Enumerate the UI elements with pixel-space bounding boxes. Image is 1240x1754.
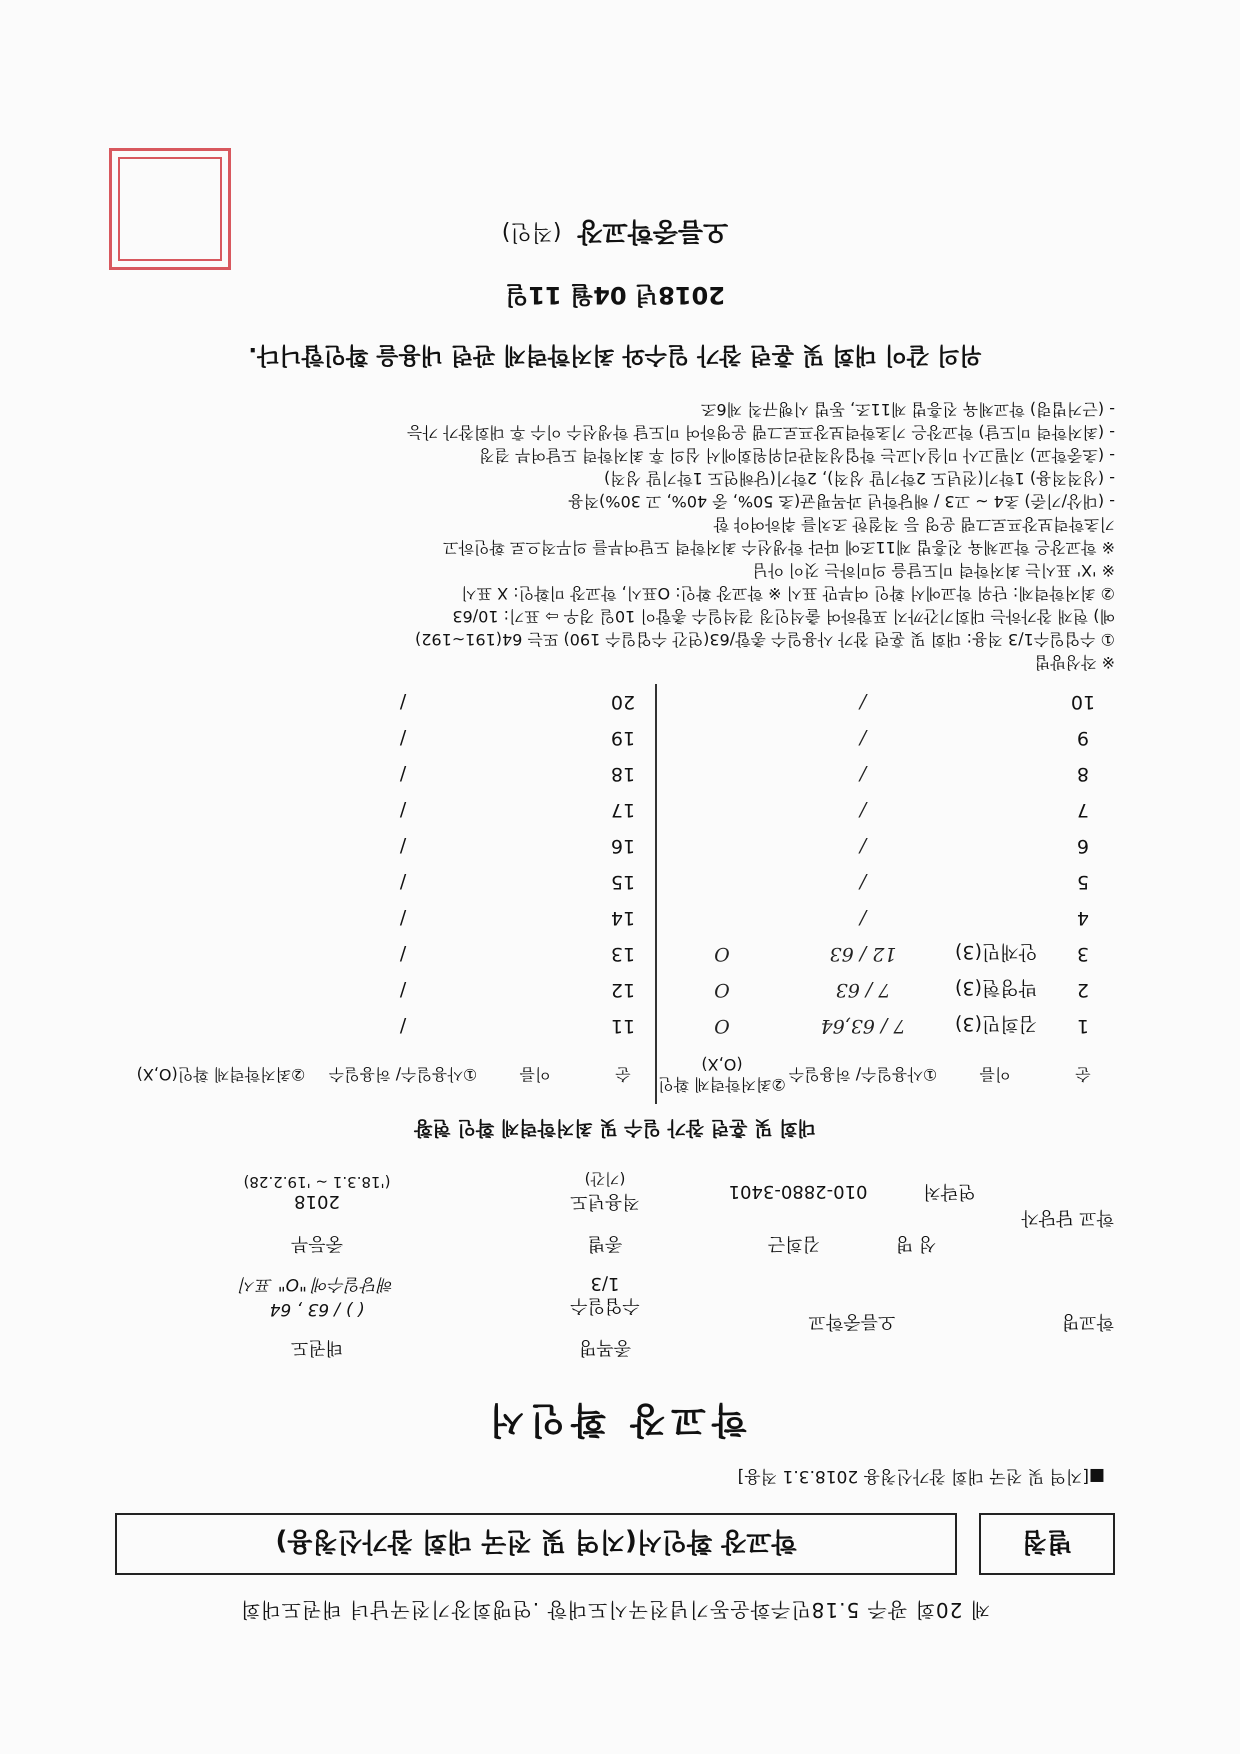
allowed-days: 63,64: [820, 1015, 875, 1037]
col-days: ①사용일수/ 허용일수: [788, 1065, 938, 1084]
row-number-2: 17: [610, 799, 636, 821]
event-value: 태권도: [290, 1337, 344, 1358]
participation-row: [115, 828, 1115, 864]
row-number: 8: [1076, 763, 1090, 785]
allowed-days: 63: [835, 979, 860, 1001]
row-number-2: 15: [610, 871, 636, 893]
student-name-2: [479, 828, 591, 864]
slash: /: [853, 943, 873, 965]
participation-row: [115, 900, 1115, 936]
days-cell: [787, 936, 939, 972]
min-check-2: [115, 900, 327, 936]
note-line: ② 최저학력제: 단위 학교에서 확인 여부만 표시 ※ 학교장 확인: O표시, 학교장 미확인: X 표시: [461, 584, 1115, 603]
min-check: [656, 828, 787, 864]
days-cell: [787, 756, 939, 792]
student-name: [939, 828, 1051, 864]
participation-table-title: 대회 및 훈련 참가 일수 및 최저학력제 확인 현황: [414, 1117, 816, 1139]
days-cell: [787, 900, 939, 936]
row-number: 6: [1076, 835, 1090, 857]
student-name: 안재민(3): [955, 941, 1037, 964]
min-check-2: [115, 972, 327, 1008]
competition-title: 제 20회 광주 5.18민주화운동기념전국시도대항 .연맹회장기전국남녀 태권도대회: [239, 1598, 991, 1622]
min-check-2: [115, 936, 327, 972]
class-days-value: [115, 1271, 519, 1323]
row-number-2: 19: [610, 727, 636, 749]
student-name-2: [479, 792, 591, 828]
min-check-2: [115, 828, 327, 864]
days-cell: [787, 684, 939, 720]
slash: /: [859, 691, 867, 713]
slash: /: [859, 727, 867, 749]
min-check-2: [115, 756, 327, 792]
student-name-2: [479, 972, 591, 1008]
school-name-label: 학교명: [1061, 1311, 1114, 1332]
form-label-box: 별첨: [979, 1513, 1115, 1575]
note-line: 기초학력보장프로그램 운영 등 적절한 조치를 취하여야 함: [713, 515, 1115, 534]
min-check-2: [115, 864, 327, 900]
row-number: 3: [1076, 943, 1090, 965]
period-value: ('18.3.1 ~ '19.2.28): [243, 1173, 391, 1192]
min-check: [656, 792, 787, 828]
student-name-2: [479, 684, 591, 720]
days-cell: [787, 828, 939, 864]
student-name-2: [479, 900, 591, 936]
student-name: [939, 756, 1051, 792]
days-cell-2: /: [399, 727, 407, 749]
min-check-2: [115, 792, 327, 828]
contact-label: 연락처: [923, 1181, 976, 1202]
days-cell-2: /: [399, 799, 407, 821]
used-days: 7: [878, 979, 891, 1001]
school-info-table: [115, 1167, 1115, 1375]
col-min: ②최저학력제 확인(O,X): [656, 1044, 787, 1104]
name-value: 김희근: [767, 1233, 820, 1254]
slash: /: [859, 907, 867, 929]
days-cell-2: /: [399, 871, 407, 893]
student-name-2: [479, 936, 591, 972]
student-name-2: [479, 1008, 591, 1044]
participation-row: [115, 972, 1115, 1008]
row-number: 7: [1076, 799, 1090, 821]
participation-row: [115, 684, 1115, 720]
min-check-2: [115, 1008, 327, 1044]
period-label: (기간): [584, 1170, 626, 1189]
participation-header-row: [115, 1044, 1115, 1104]
class-days-note: 해당일수에 "O" 표시: [239, 1274, 395, 1295]
note-line: ※ 'X' 표시는 최저학력 미도달을 의미하는 것이 아님: [752, 561, 1115, 580]
participation-row: [115, 1008, 1115, 1044]
col-name: 이름: [979, 1065, 1011, 1084]
row-number-2: 16: [610, 835, 636, 857]
days-cell: [787, 972, 939, 1008]
class-days-ratio: 1/3: [590, 1273, 620, 1295]
student-name: 박영현(3): [955, 977, 1037, 1000]
min-check: [656, 720, 787, 756]
event-label: 종목명: [578, 1337, 632, 1358]
contact-value: 010-2880-3401: [728, 1181, 868, 1202]
days-cell: [787, 720, 939, 756]
allowed-days: 63: [829, 943, 854, 965]
student-name: [939, 864, 1051, 900]
col-no-2: 순: [615, 1065, 631, 1084]
slash: /: [859, 763, 867, 785]
form-title-box: 학교장 확인서(지역 및 전국 대회 참가신청용): [115, 1513, 957, 1575]
criteria-line: ■[지역 및 전국 대회 참가신청용 2018.3.1 적용]: [737, 1466, 1105, 1486]
season-value: [115, 1167, 519, 1219]
student-name: [939, 900, 1051, 936]
student-name-2: [479, 864, 591, 900]
days-cell-2: /: [399, 979, 407, 1001]
note-heading: ※ 작성방법: [1034, 653, 1115, 672]
slash: /: [859, 835, 867, 857]
form-header: [115, 1513, 1115, 1575]
row-number-2: 18: [610, 763, 636, 785]
min-check-2: [115, 684, 327, 720]
row-number: 10: [1070, 691, 1096, 713]
participation-row: [115, 936, 1115, 972]
participation-row: [115, 756, 1115, 792]
note-line: - (근거법령) 학교체육 진흥법 제11조, 동법 시행규칙 제6조: [700, 400, 1115, 419]
days-cell-2: /: [399, 835, 407, 857]
participation-row: [115, 720, 1115, 756]
school-name-value: 오름중학교: [808, 1311, 896, 1332]
season-year: 2018: [294, 1191, 340, 1213]
name-field: [691, 1219, 1013, 1271]
note-line: - (대상/기준) 초4 ~ 고3 / 해당학년 과목평균(초 50%, 중 40%, 고 30%)적용: [568, 492, 1115, 511]
seal-placeholder: (직인): [501, 219, 562, 244]
class-days-label: [519, 1271, 691, 1323]
row-number-2: 20: [610, 691, 636, 713]
col-days-2: ①사용일수/ 허용일수: [328, 1065, 478, 1084]
min-check: [656, 900, 787, 936]
student-name: [939, 720, 1051, 756]
participation-row: [115, 792, 1115, 828]
days-cell-2: /: [399, 691, 407, 713]
note-line: ※ 학교장은 학교체육 진흥법 제11조에 따라 학생선수 최저학력 도달여부를 의무적으로 확인하고: [443, 538, 1115, 557]
class-days-label-text: 수업일수: [570, 1295, 640, 1317]
participation-row: [115, 864, 1115, 900]
document-heading: 학교장 확인서: [483, 1399, 747, 1440]
class-days-figure: ( ) / 63 , 64: [269, 1299, 365, 1320]
col-min-2: ②최저학력제 확인(O,X): [136, 1065, 306, 1084]
min-check: [656, 864, 787, 900]
note-line: - (초중학교) 지필고사 미실시교는 학업성적관리위원회에서 심의 후 최저학력 도달여부 결정: [479, 446, 1115, 465]
used-days: 12: [872, 943, 897, 965]
row-number: 9: [1076, 727, 1090, 749]
principal-title: 오름중학교장: [577, 216, 729, 246]
days-cell-2: /: [399, 763, 407, 785]
row-number-2: 11: [610, 1015, 636, 1037]
min-check: [656, 756, 787, 792]
season-label: [519, 1167, 691, 1219]
grade-value: 중등부: [290, 1233, 344, 1254]
row-number-2: 12: [610, 979, 636, 1001]
min-check: O: [656, 972, 787, 1008]
note-line: ① 수업일수1/3 적용: 대회 및 훈련 참가 사용일수 총합/63(연간 수업일수 190) 또는 64(191~192): [415, 630, 1115, 649]
student-name: [939, 792, 1051, 828]
student-name: [939, 684, 1051, 720]
days-cell-2: /: [399, 907, 407, 929]
slash: /: [859, 799, 867, 821]
row-number-2: 13: [610, 943, 636, 965]
note-line: 예) 현재 참가하는 대회기간까지 포함하여 출석인정 결석일수 총합이 10일 경우 ⇨ 표기: 10/63: [452, 607, 1115, 626]
min-check: [656, 684, 787, 720]
row-number: 5: [1076, 871, 1090, 893]
red-seal-stamp: [109, 148, 231, 270]
document-body: [115, 106, 1115, 1626]
days-cell: [787, 792, 939, 828]
participation-table: [115, 684, 1115, 1104]
student-name-2: [479, 720, 591, 756]
confirmation-statement: 위의 같이 대회 및 훈련 참가 일수와 최저학력제 관련 내용을 확인합니다.: [248, 342, 982, 368]
note-line: - (최저학력 미도달) 학교장은 기초학력보장프로그램 운영하여 미도달 학생선수 이수 후 대회참가 가능: [407, 423, 1115, 442]
signature-line: [115, 215, 1115, 252]
student-name-2: [479, 756, 591, 792]
days-cell: [787, 864, 939, 900]
days-cell: [787, 1008, 939, 1044]
grade-label: 종별: [587, 1233, 623, 1254]
used-days: 7: [893, 1015, 906, 1037]
col-name-2: 이름: [519, 1065, 551, 1084]
row-number-2: 14: [610, 907, 636, 929]
min-check: O: [656, 936, 787, 972]
days-cell-2: /: [399, 1015, 407, 1037]
season-label-text: 적용년도: [570, 1191, 640, 1213]
slash: /: [874, 1015, 894, 1037]
note-line: - (성적적용) 1학기(전년도 2학기말 성적), 2학기(당해연도 1학기말 성적): [603, 469, 1115, 488]
contact-field: [691, 1167, 1013, 1219]
row-number: 4: [1076, 907, 1090, 929]
issue-date: 2018년 04월 11일: [505, 281, 725, 309]
staff-label: 학교 담당자: [1021, 1207, 1114, 1228]
col-no: 순: [1075, 1065, 1091, 1084]
min-check-2: [115, 720, 327, 756]
row-number: 1: [1076, 1015, 1090, 1037]
name-label: 성 명: [895, 1233, 937, 1254]
slash: /: [859, 979, 879, 1001]
seal-inner-border: [118, 157, 222, 261]
student-name: 김희민(3): [955, 1013, 1037, 1036]
days-cell-2: /: [399, 943, 407, 965]
writing-notes: [115, 398, 1115, 674]
slash: /: [859, 871, 867, 893]
row-number: 2: [1076, 979, 1090, 1001]
min-check: O: [656, 1008, 787, 1044]
